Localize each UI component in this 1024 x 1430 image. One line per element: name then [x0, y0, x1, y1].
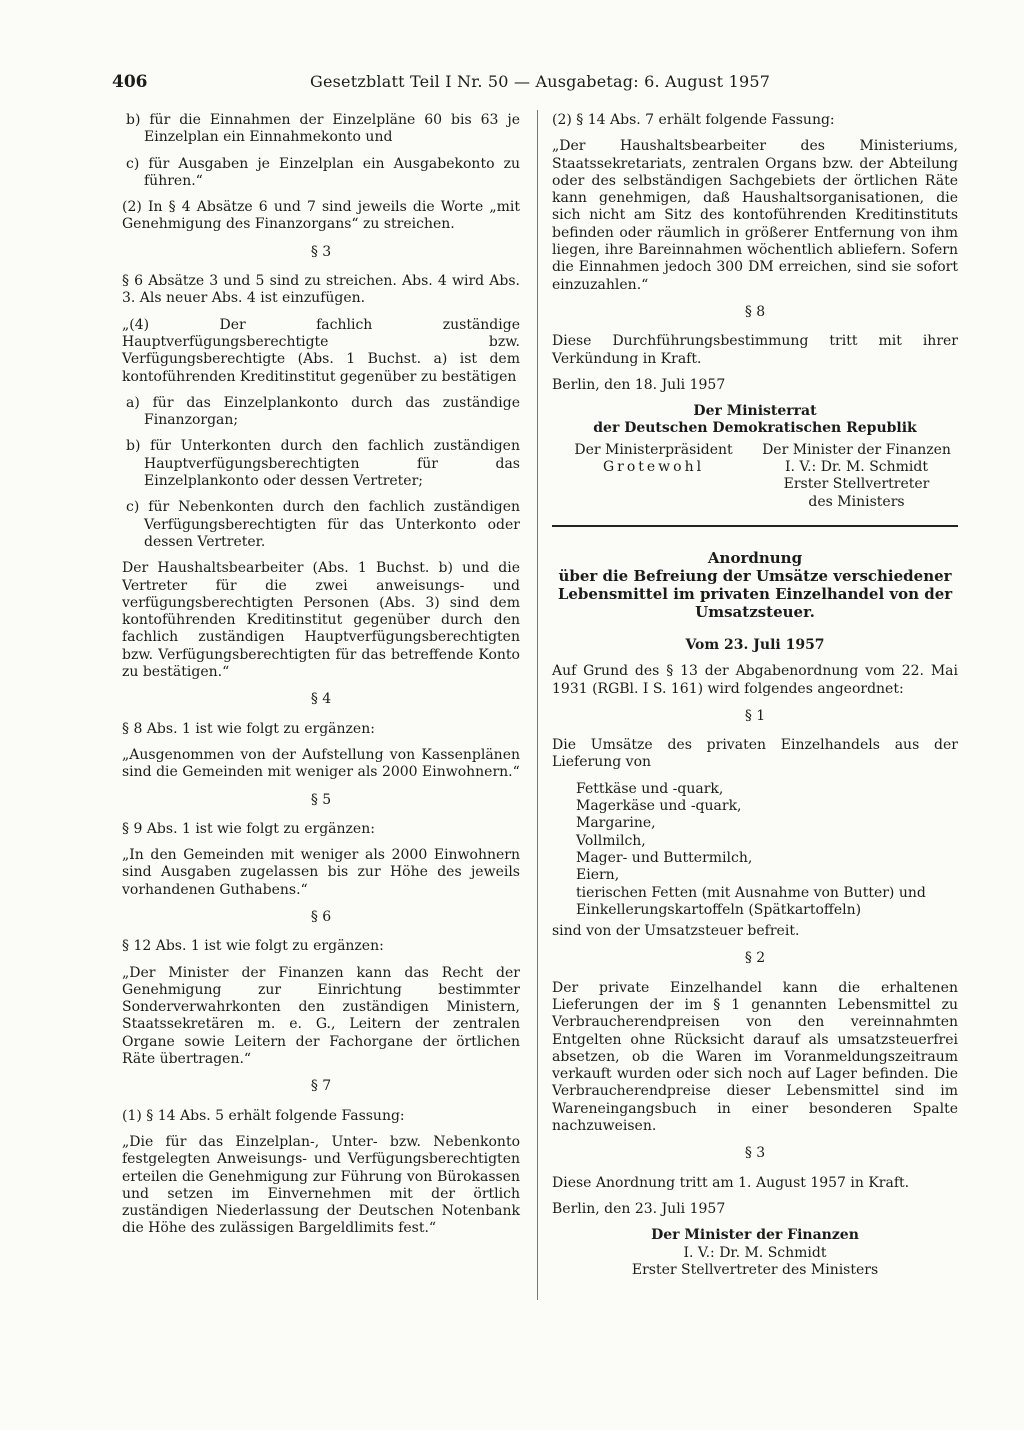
ordinance-intro: Auf Grund des § 13 der Abgabenordnung vom 22. Mai 1931 (RGBl. I S. 161) wird folgendes angeordnet:	[552, 663, 958, 697]
council-line-1: Der Ministerrat	[693, 403, 817, 420]
signature-left	[552, 442, 755, 511]
list-item: Magerkäse und -quark,	[576, 798, 742, 815]
council-line-2: der Deutschen Demokratischen Republik	[593, 420, 917, 437]
section-divider	[552, 525, 958, 527]
item-c: c) für Ausgaben je Einzelplan ein Ausgabekonto zu führen.“	[126, 155, 520, 189]
section-3-quote: „(4) Der fachlich zuständige Hauptverfügungsberechtigte bzw. Verfügungsberechtigte (Abs. 1 Buchst. a) ist dem kontoführenden Kreditinstitut gegenüber zu bestätigen	[122, 316, 520, 385]
section-5-text: § 9 Abs. 1 ist wie folgt zu ergänzen:	[122, 820, 375, 837]
food-list	[552, 781, 958, 919]
list-item: Fettkäse und -quark,	[576, 780, 724, 797]
ordinance-section-3-text: Diese Anordnung tritt am 1. August 1957 in Kraft.	[552, 1174, 910, 1191]
sig-right-name: I. V.: Dr. M. Schmidt	[784, 459, 928, 476]
ordinance-title-1: Anordnung	[707, 548, 803, 567]
paragraph-2: (2) In § 4 Absätze 6 und 7 sind jeweils die Worte „mit Genehmigung des Finanzorgans“ zu streichen.	[122, 199, 520, 233]
sig-right-role-1: Erster Stellvertreter	[783, 476, 930, 493]
final-title: Der Minister der Finanzen	[651, 1227, 859, 1244]
ordinance-title-2: über die Befreiung der Umsätze verschiedener Lebensmittel im privaten Einzelhandel von der Umsatzsteuer.	[557, 566, 953, 621]
list-item: Vollmilch,	[576, 832, 646, 849]
section-3-item-a: a) für das Einzelplankonto durch das zuständige Finanzorgan;	[126, 394, 520, 429]
ordinance-title	[552, 549, 958, 621]
column-divider	[537, 110, 538, 1300]
section-7-quote: „Die für das Einzelplan-, Unter- bzw. Nebenkonto festgelegten Anweisungs- und Verfügungsberechtigten erteilen die Genehmigung zur Führung von Bürokassen und setzen im Einvernehmen mit der örtlich zuständigen Niederlassung der Deutschen Notenbank die Höhe des zulässigen Bargeldlimits fest.“	[122, 1133, 520, 1237]
running-head: Gesetzblatt Teil I Nr. 50 — Ausgabetag: 6. August 1957	[310, 72, 771, 91]
signature-block	[552, 442, 958, 511]
section-5-heading: § 5	[310, 791, 332, 808]
council-signature	[552, 403, 958, 438]
section-6-quote: „Der Minister der Finanzen kann das Recht der Genehmigung zur Einrichtung bestimmter Sonderverwahrkonten den zuständigen Ministern, Staatssekretären m. e. G., Leitern der zentralen Organe sowie Leitern der Fachorgane der örtlichen Räte übertragen.“	[122, 964, 520, 1068]
final-signature	[552, 1227, 958, 1279]
section-8-text: Diese Durchführungsbestimmung tritt mit ihrer Verkündung in Kraft.	[552, 333, 958, 367]
sig-right-role-2: des Ministers	[808, 493, 905, 510]
ordinance-section-1-end: sind von der Umsatzsteuer befreit.	[552, 923, 800, 940]
section-3-heading: § 3	[310, 243, 332, 260]
section-4-heading: § 4	[310, 691, 332, 708]
right-column	[552, 112, 958, 1279]
sig-left-title: Der Ministerpräsident	[574, 441, 733, 458]
item-b: b) für die Einnahmen der Einzelpläne 60 bis 63 je Einzelplan ein Einnahmekonto und	[126, 112, 520, 146]
section-6-text: § 12 Abs. 1 ist wie folgt zu ergänzen:	[122, 938, 384, 955]
section-3-text: § 6 Absätze 3 und 5 sind zu streichen. Abs. 4 wird Abs. 3. Als neuer Abs. 4 ist einzufügen.	[122, 273, 520, 307]
ordinance-section-1-text: Die Umsätze des privaten Einzelhandels aus der Lieferung von	[552, 737, 958, 771]
section-5-quote: „In den Gemeinden mit weniger als 2000 Einwohnern sind Ausgaben zugelassen bis zur Höhe des jeweils vorhandenen Guthabens.“	[122, 847, 520, 898]
ordinance-section-3-heading: § 3	[744, 1145, 766, 1162]
section-3-item-c: c) für Nebenkonten durch den fachlich zuständigen Verfügungsberechtigten für das Unterkonto oder dessen Vertreter.	[126, 499, 520, 550]
ordinance-section-2-heading: § 2	[744, 950, 766, 967]
section-3-item-b: b) für Unterkonten durch den fachlich zuständigen Hauptverfügungsberechtigten für das Einzelplankonto oder dessen Vertreter;	[126, 438, 520, 490]
place-date-2: Berlin, den 23. Juli 1957	[552, 1200, 726, 1217]
final-role: Erster Stellvertreter des Ministers	[631, 1261, 879, 1278]
final-name: I. V.: Dr. M. Schmidt	[683, 1244, 827, 1261]
section-7-2-quote: „Der Haushaltsbearbeiter des Ministeriums, Staatssekretariats, zentralen Organs bzw. der Abteilung oder des selbständigen Sachgebiets der örtlichen Räte kann genehmigen, daß Haushaltsorganisationen, die sich nicht am Sitz des kontoführenden Kreditinstituts befinden oder räumlich in größerer Entfernung von ihm liegen, ihre Bareinnahmen wöchentlich abliefern. Sofern die Einnahmen jedoch 300 DM erreichen, sind sie sofort einzuzahlen.“	[552, 138, 958, 293]
ordinance-date: Vom 23. Juli 1957	[685, 636, 825, 653]
section-8-heading: § 8	[744, 303, 766, 320]
place-date-1: Berlin, den 18. Juli 1957	[552, 376, 726, 393]
left-column	[122, 112, 520, 1247]
signature-right	[755, 442, 958, 511]
list-item: Eiern,	[576, 867, 620, 884]
section-3-rest: Der Haushaltsbearbeiter (Abs. 1 Buchst. b) und die Vertreter für die zwei anweisungs- und verfügungsberechtigten Personen (Abs. 3) sind dem kontoführenden Kreditinstitut gegenüber durch den fachlich zuständigen Hauptverfügungsberechtigten bzw. Verfügungsberechtigten für das betreffende Konto zu bestätigen.“	[122, 560, 520, 681]
section-7-text: (1) § 14 Abs. 5 erhält folgende Fassung:	[122, 1107, 405, 1124]
list-item: tierischen Fetten (mit Ausnahme von Butter) und Einkellerungskartoffeln (Spätkartoffeln)	[576, 884, 926, 918]
section-4-text: § 8 Abs. 1 ist wie folgt zu ergänzen:	[122, 720, 375, 737]
page-number: 406	[112, 72, 148, 92]
section-7-2-text: (2) § 14 Abs. 7 erhält folgende Fassung:	[552, 112, 835, 128]
section-7-heading: § 7	[310, 1078, 332, 1095]
section-6-heading: § 6	[310, 908, 332, 925]
sig-right-title: Der Minister der Finanzen	[762, 441, 951, 458]
list-item: Mager- und Buttermilch,	[576, 849, 753, 866]
sig-left-name: Grotewohl	[602, 459, 705, 476]
ordinance-section-2-text: Der private Einzelhandel kann die erhaltenen Lieferungen der im § 1 genannten Lebensmittel zu Verbraucherendpreisen von den vereinnahmten Entgelten ohne Rücksicht darauf als umsatzsteuerfrei absetzen, ob die Waren im Voranmeldungszeitraum verkauft wurden oder sich noch auf Lager befinden. Die Verbraucherendpreise dieser Lebensmittel sind im Wareneingangsbuch in einer besonderen Spalte nachzuweisen.	[552, 979, 958, 1135]
ordinance-section-1-heading: § 1	[744, 707, 766, 724]
list-item: Margarine,	[576, 815, 656, 832]
page-header	[112, 72, 952, 96]
section-4-quote: „Ausgenommen von der Aufstellung von Kassenplänen sind die Gemeinden mit weniger als 2000 Einwohnern.“	[122, 746, 520, 781]
